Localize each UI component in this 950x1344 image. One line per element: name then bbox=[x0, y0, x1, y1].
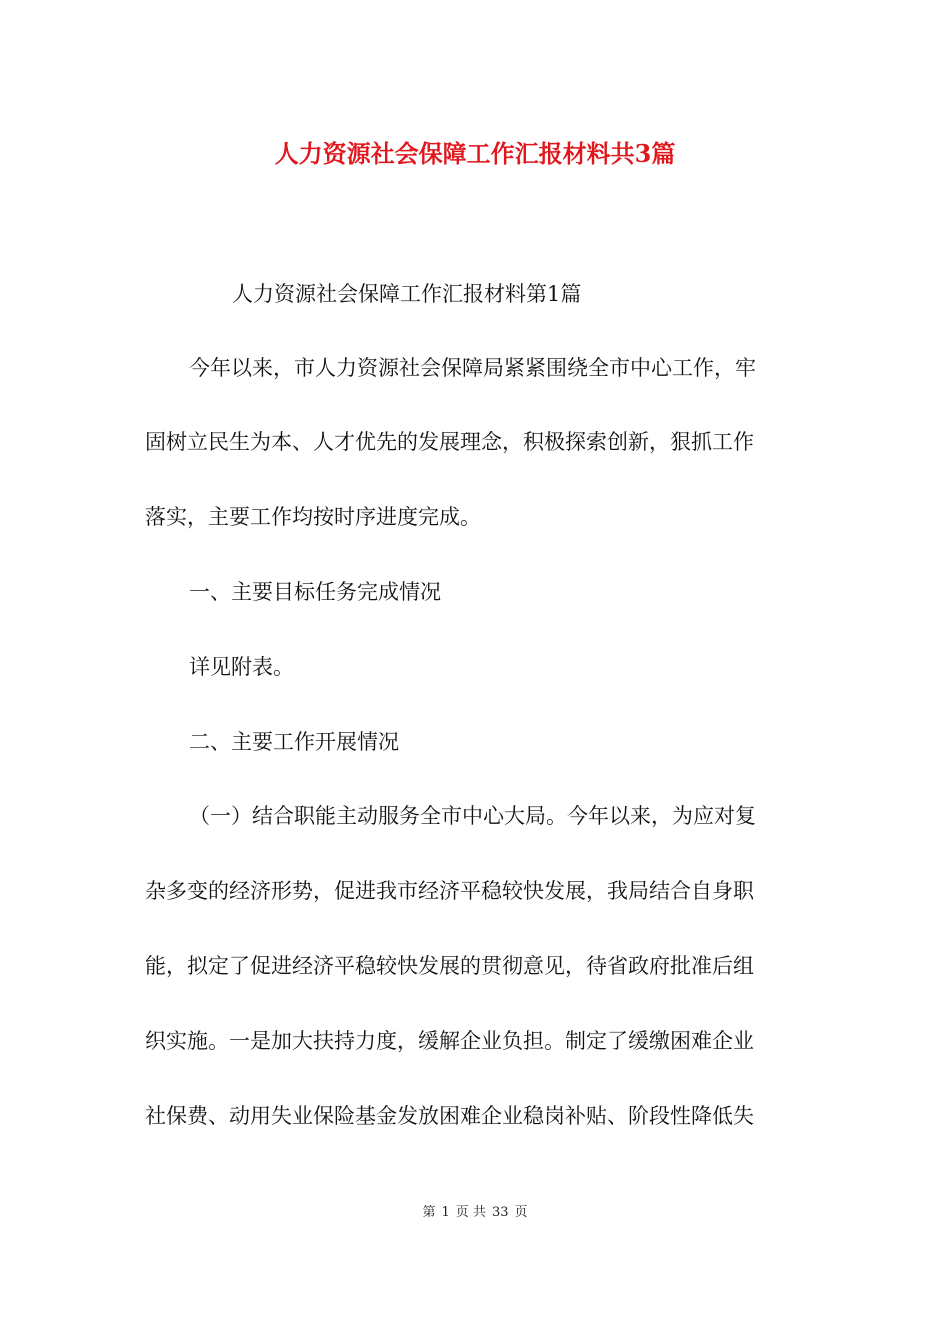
footer-middle: 页 共 bbox=[455, 1205, 486, 1220]
paragraph-line-2: 固树立民生为本、人才优先的发展理念，积极探索创新，狠抓工作 bbox=[145, 430, 754, 454]
paragraph-line-11: 社保费、动用失业保险基金发放困难企业稳岗补贴、阶段性降低失 bbox=[145, 1104, 754, 1128]
paragraph-line-9: 能，拟定了促进经济平稳较快发展的贯彻意见，待省政府批准后组 bbox=[145, 954, 754, 978]
footer-page-number: 1 bbox=[441, 1205, 450, 1220]
heading-line-2: 二、主要工作开展情况 bbox=[189, 730, 399, 754]
page-footer bbox=[0, 1203, 950, 1223]
paragraph-line-5: 详见附表。 bbox=[189, 655, 294, 679]
heading-line-1: 一、主要目标任务完成情况 bbox=[189, 580, 441, 604]
footer-suffix: 页 bbox=[514, 1205, 528, 1220]
paragraph-line-7: （一）结合职能主动服务全市中心大局。今年以来，为应对复 bbox=[189, 804, 756, 828]
section-subtitle: 人力资源社会保障工作汇报材料第1篇 bbox=[232, 282, 582, 306]
paragraph-line-1: 今年以来，市人力资源社会保障局紧紧围绕全市中心工作，牢 bbox=[189, 356, 756, 380]
paragraph-line-10: 织实施。一是加大扶持力度，缓解企业负担。制定了缓缴困难企业 bbox=[145, 1029, 754, 1053]
footer-total-pages: 33 bbox=[491, 1205, 509, 1220]
document-title: 人力资源社会保障工作汇报材料共3篇 bbox=[274, 139, 676, 168]
footer-prefix: 第 bbox=[422, 1205, 436, 1220]
paragraph-line-8: 杂多变的经济形势，促进我市经济平稳较快发展，我局结合自身职 bbox=[145, 879, 754, 903]
paragraph-line-3: 落实，主要工作均按时序进度完成。 bbox=[145, 505, 481, 529]
